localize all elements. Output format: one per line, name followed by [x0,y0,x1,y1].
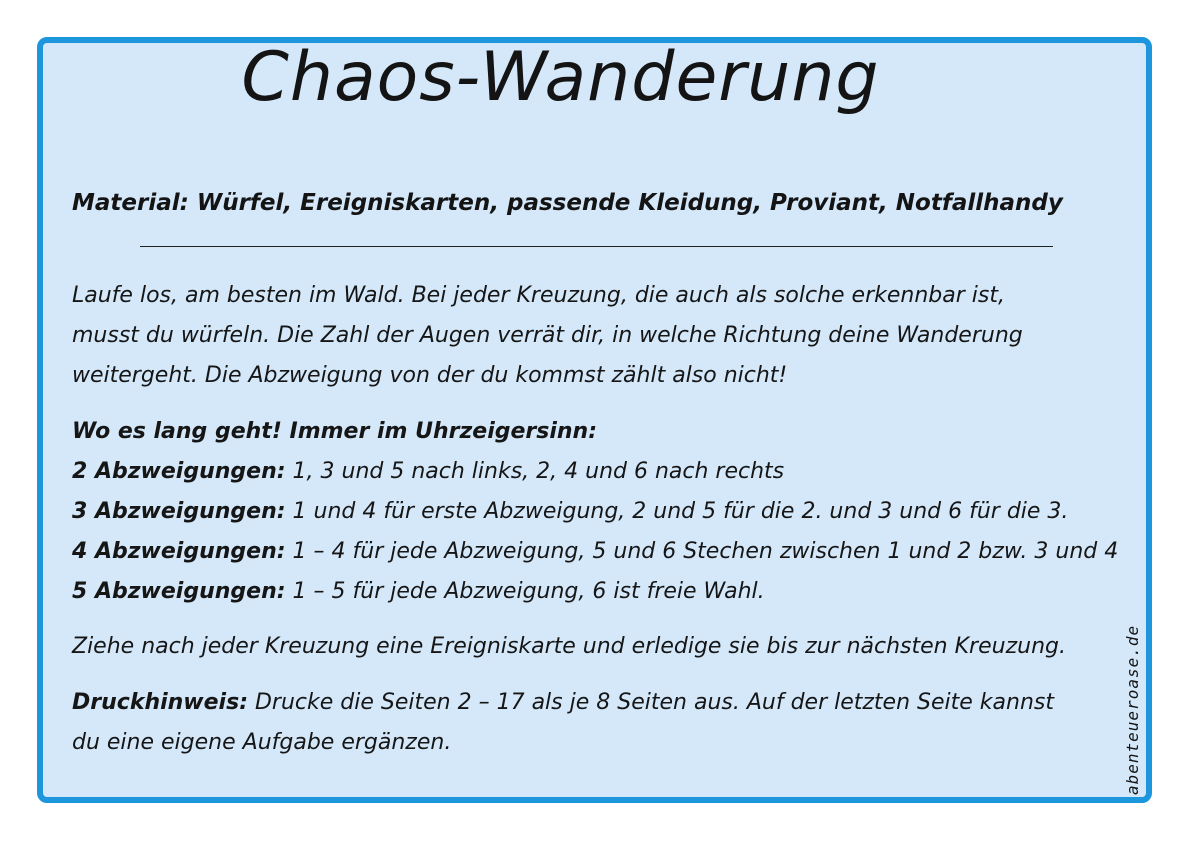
intro-line: Laufe los, am besten im Wald. Bei jeder Kreuzung, die auch als solche erkennbar ist, [72,283,1005,308]
intro-paragraph [72,276,1023,396]
material-list: Material: Würfel, Ereigniskarten, passende Kleidung, Proviant, Notfallhandy [72,190,1063,216]
rule-text: 1 – 5 für jede Abzweigung, 6 ist freie Wahl. [285,579,765,604]
rules-heading-text: Wo es lang geht! Immer im Uhrzeigersinn: [72,419,598,444]
print-note [72,683,1054,763]
event-note-line: Ziehe nach jeder Kreuzung eine Ereigniskarte und erledige sie bis zur nächsten Kreuzung. [72,634,1066,659]
direction-rules [72,412,1118,612]
rule-label: 5 Abzweigungen: [72,579,286,604]
rules-heading [72,412,1118,452]
rule-label: 2 Abzweigungen: [72,459,286,484]
intro-line: weitergeht. Die Abzweigung von der du kommst zählt also nicht! [72,363,788,388]
rule-item [72,532,1118,572]
rule-text: 1, 3 und 5 nach links, 2, 4 und 6 nach rechts [285,459,785,484]
rule-text: 1 – 4 für jede Abzweigung, 5 und 6 Stechen zwischen 1 und 2 bzw. 3 und 4 [285,539,1119,564]
event-card-note [72,627,1066,667]
print-note-label: Druckhinweis: [72,690,248,715]
rule-text: 1 und 4 für erste Abzweigung, 2 und 5 für die 2. und 3 und 6 für die 3. [285,499,1069,524]
print-note-line: du eine eigene Aufgabe ergänzen. [72,730,452,755]
rule-item [72,492,1118,532]
website-credit: abenteueroase.de [1123,624,1142,795]
rule-item [72,572,1118,612]
divider [140,246,1053,247]
rule-item [72,452,1118,492]
rule-label: 3 Abzweigungen: [72,499,286,524]
print-note-text: Drucke die Seiten 2 – 17 als je 8 Seiten aus. Auf der letzten Seite kannst [248,690,1054,715]
page-title: Chaos-Wanderung [241,38,880,117]
rule-label: 4 Abzweigungen: [72,539,286,564]
print-note-line [72,683,1054,723]
intro-line: musst du würfeln. Die Zahl der Augen verrät dir, in welche Richtung deine Wanderung [72,323,1023,348]
